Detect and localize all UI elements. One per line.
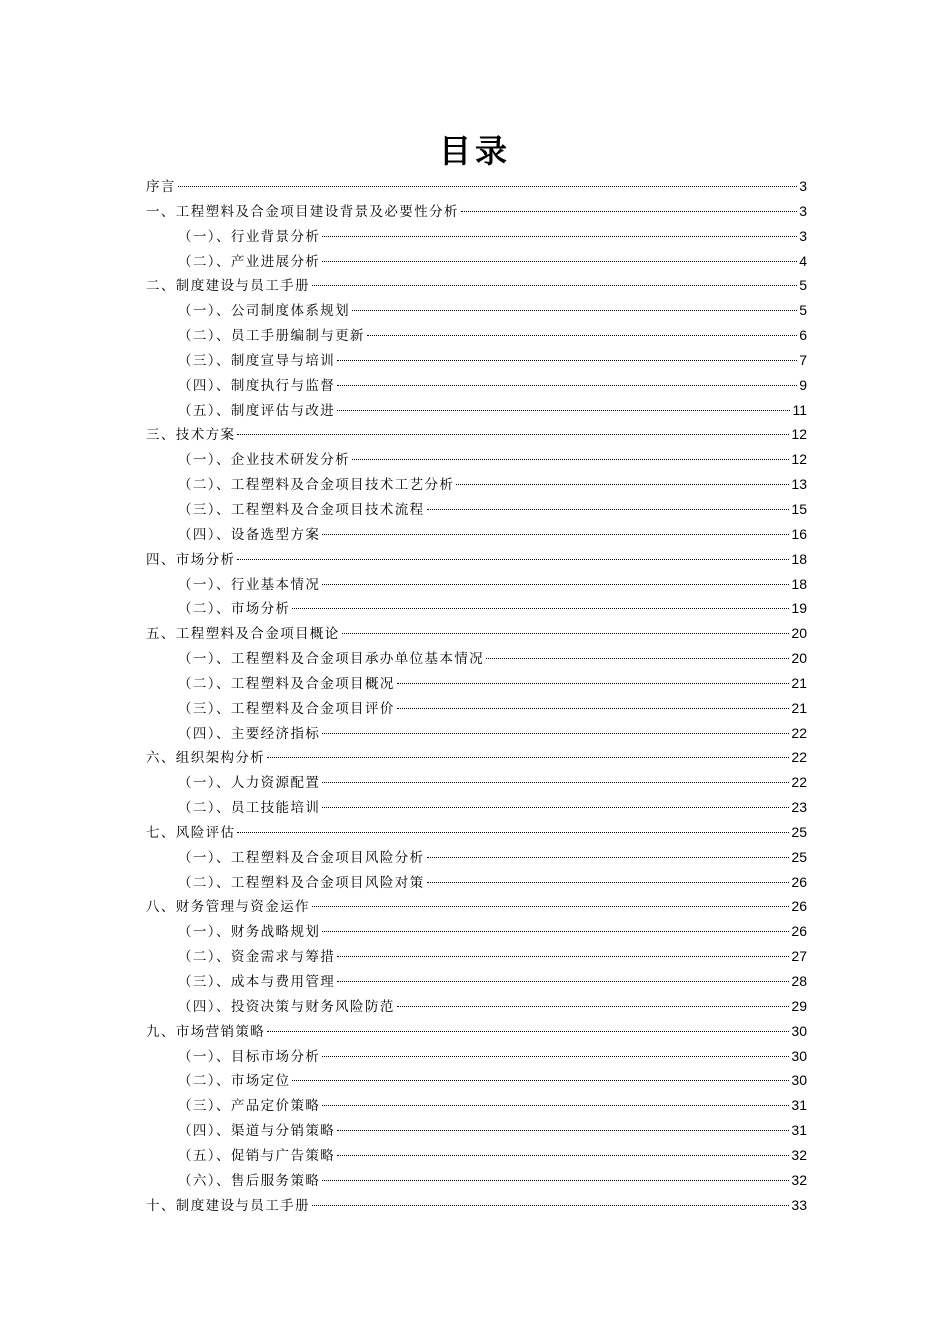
toc-page-number: 4 [799,252,807,269]
toc-page-number: 15 [791,500,807,517]
toc-page-number: 7 [799,351,807,368]
toc-entry-title: 序言 [146,179,176,195]
toc-section-link[interactable] [146,1019,807,1044]
toc-page-number: 26 [791,923,807,940]
toc-subsection-link[interactable] [146,224,807,249]
toc-subsection-link[interactable] [146,1093,807,1118]
toc-page-number: 20 [791,650,807,667]
toc-entry-title: 七、风险评估 [146,824,236,841]
toc-subsection-link[interactable] [146,671,807,696]
toc-entry-title: 十、制度建设与员工手册 [146,1197,310,1214]
toc-entry-title: 五、工程塑料及合金项目概论 [146,626,340,643]
toc-page-number: 25 [791,823,807,840]
toc-entry-title: （一）、公司制度体系规划 [178,303,351,320]
toc-entry-title: （四）、设备选型方案 [178,526,321,543]
toc-dot-leader [337,956,789,957]
toc-subsection-link[interactable] [146,298,807,323]
toc-page-number: 6 [799,327,807,344]
toc-entry-title: 二、制度建设与员工手册 [146,278,310,295]
toc-page-number: 16 [791,525,807,542]
toc-entry-title: （二）、产业进展分析 [178,253,321,270]
toc-dot-leader [342,633,790,634]
toc-dot-leader [427,509,790,510]
toc-dot-leader [322,1180,789,1181]
toc-entry-title: （四）、渠道与分销策略 [178,1123,336,1140]
toc-subsection-link[interactable] [146,1044,807,1069]
toc-dot-leader [267,1031,789,1032]
toc-subsection-link[interactable] [146,447,807,472]
toc-page-number: 31 [791,1097,807,1114]
toc-subsection-link[interactable] [146,348,807,373]
toc-dot-leader [292,1080,789,1081]
toc-page-number: 32 [791,1171,807,1188]
toc-page-number: 29 [791,997,807,1014]
toc-dot-leader [322,931,789,932]
toc-subsection-link[interactable] [146,944,807,969]
toc-section-link[interactable] [146,894,807,919]
toc-entry-title: （三）、制度宣导与培训 [178,352,336,369]
toc-page-number: 26 [791,873,807,890]
toc-dot-leader [337,981,789,982]
toc-entry-title: （二）、工程塑料及合金项目风险对策 [178,874,425,891]
toc-subsection-link[interactable] [146,994,807,1019]
toc-entry-title: （二）、工程塑料及合金项目技术工艺分析 [178,477,455,494]
toc-section-link[interactable] [146,422,807,447]
toc-page-number: 19 [791,600,807,617]
toc-page-number: 30 [791,1072,807,1089]
toc-subsection-link[interactable] [146,398,807,423]
toc-entry-title: （三）、产品定价策略 [178,1098,321,1115]
toc-page-number: 5 [799,302,807,319]
toc-dot-leader [292,608,789,609]
toc-dot-leader [322,1056,789,1057]
toc-subsection-link[interactable] [146,1143,807,1168]
toc-page-number: 18 [791,550,807,567]
toc-subsection-link[interactable] [146,472,807,497]
toc-page-number: 12 [791,426,807,443]
toc-entry-title: （四）、投资决策与财务风险防范 [178,998,395,1015]
toc-page-number: 3 [799,202,807,219]
toc-entry-title: （三）、成本与费用管理 [178,974,336,990]
toc-section-link[interactable] [146,745,807,770]
toc-entry-title: （一）、行业背景分析 [178,228,321,245]
toc-page-number: 33 [791,1196,807,1213]
toc-page-number: 18 [791,575,807,592]
toc-entry-title: （一）、行业基本情况 [178,576,321,593]
toc-page-number: 28 [791,973,807,989]
toc-dot-leader [367,335,797,336]
toc-entry-title: （一）、目标市场分析 [178,1048,321,1065]
toc-page-number: 25 [791,848,807,865]
toc-page-number: 3 [799,227,807,244]
toc-subsection-link[interactable] [146,1068,807,1093]
toc-entry-title: （一）、工程塑料及合金项目承办单位基本情况 [178,651,485,668]
toc-dot-leader [337,360,797,361]
toc-page-number: 21 [791,674,807,691]
toc-dot-leader [312,285,797,286]
toc-entry-title: 三、技术方案 [146,427,236,444]
toc-section-link[interactable] [146,547,807,572]
toc-page-number: 5 [799,277,807,294]
toc-page-number: 3 [799,178,807,194]
toc-page-number: 21 [791,699,807,716]
toc-page-number: 27 [791,948,807,965]
toc-dot-leader [237,434,789,435]
toc-entry-title: （三）、工程塑料及合金项目评价 [178,700,395,717]
toc-page-number: 31 [791,1122,807,1139]
toc-dot-leader [461,211,797,212]
toc-entry-title: （二）、市场分析 [178,601,291,618]
toc-entry-title: 一、工程塑料及合金项目建设背景及必要性分析 [146,203,459,220]
toc-section-link[interactable] [146,273,807,298]
toc-subsection-link[interactable] [146,522,807,547]
toc-dot-leader [322,1105,789,1106]
toc-dot-leader [427,857,790,858]
toc-entry-title: （一）、企业技术研发分析 [178,452,351,469]
toc-dot-leader [397,708,790,709]
toc-entry-title: （二）、市场定位 [178,1073,291,1090]
toc-dot-leader [322,782,789,783]
toc-page-number: 20 [791,625,807,642]
toc-entry-title: 四、市场分析 [146,551,236,568]
toc-dot-leader [322,261,797,262]
toc-subsection-link[interactable] [146,845,807,870]
toc-entry-title: （一）、人力资源配置 [178,775,321,792]
toc-subsection-link[interactable] [146,870,807,895]
toc-subsection-link[interactable] [146,249,807,274]
toc-page-number: 30 [791,1022,807,1039]
toc-dot-leader [312,906,790,907]
toc-entry-title: 八、财务管理与资金运作 [146,899,310,916]
toc-page-number: 22 [791,774,807,791]
toc-subsection-link[interactable] [146,572,807,597]
toc-subsection-link[interactable] [146,373,807,398]
toc-page-number: 32 [791,1146,807,1163]
toc-dot-leader [456,484,789,485]
toc-dot-leader [322,584,789,585]
toc-dot-leader [322,733,789,734]
toc-section-link[interactable] [146,199,807,224]
toc-subsection-link[interactable] [146,497,807,522]
toc-entry-title: （三）、工程塑料及合金项目技术流程 [178,501,425,518]
toc-subsection-link[interactable] [146,323,807,348]
toc-dot-leader [397,1006,790,1007]
toc-section-link[interactable] [146,1193,807,1218]
toc-dot-leader [337,1155,789,1156]
toc-entry-title: （四）、主要经济指标 [178,725,321,742]
toc-dot-leader [352,459,789,460]
toc-entry-title: （二）、员工技能培训 [178,800,321,817]
toc-dot-leader [322,534,789,535]
toc-entry-title: （五）、促销与广告策略 [178,1147,336,1164]
toc-section-link[interactable] [146,621,807,646]
toc-page-number: 30 [791,1047,807,1064]
toc-dot-leader [337,410,790,411]
toc-page-number: 13 [791,476,807,493]
toc-dot-leader [322,807,789,808]
toc-dot-leader [352,310,797,311]
toc-section-link[interactable] [146,174,807,199]
toc-page-number: 23 [791,799,807,816]
toc-page-number: 12 [791,451,807,468]
toc-entry-title: （二）、资金需求与筹措 [178,949,336,966]
toc-entry-title: （一）、财务战略规划 [178,924,321,941]
toc-dot-leader [322,236,797,237]
toc-subsection-link[interactable] [146,795,807,820]
toc-section-link[interactable] [146,820,807,845]
toc-dot-leader [337,385,797,386]
table-of-contents [146,174,807,1217]
toc-subsection-link[interactable] [146,1168,807,1193]
toc-entry-title: （二）、工程塑料及合金项目概况 [178,675,395,692]
toc-page-number: 22 [791,749,807,766]
toc-page-number: 11 [792,401,807,418]
toc-dot-leader [267,757,789,758]
toc-dot-leader [486,658,789,659]
toc-dot-leader [427,882,790,883]
toc-subsection-link[interactable] [146,721,807,746]
toc-entry-title: （五）、制度评估与改进 [178,402,336,419]
toc-entry-title: 六、组织架构分析 [146,750,266,767]
toc-entry-title: 九、市场营销策略 [146,1023,266,1040]
toc-dot-leader [178,186,797,187]
toc-subsection-link[interactable] [146,770,807,795]
toc-entry-title: （六）、售后服务策略 [178,1172,321,1189]
toc-dot-leader [237,559,789,560]
toc-subsection-link[interactable] [146,919,807,944]
toc-subsection-link[interactable] [146,696,807,721]
toc-page-number: 9 [799,376,807,393]
toc-dot-leader [312,1205,790,1206]
toc-entry-title: （二）、员工手册编制与更新 [178,328,365,345]
page-title: 目录 [438,132,511,170]
toc-dot-leader [337,1130,789,1131]
toc-page-number: 22 [791,724,807,741]
toc-subsection-link[interactable] [146,646,807,671]
toc-subsection-link[interactable] [146,969,807,994]
toc-subsection-link[interactable] [146,1118,807,1143]
toc-page-number: 26 [791,898,807,915]
toc-dot-leader [397,683,790,684]
toc-entry-title: （四）、制度执行与监督 [178,377,336,394]
toc-subsection-link[interactable] [146,596,807,621]
toc-dot-leader [237,832,789,833]
toc-entry-title: （一）、工程塑料及合金项目风险分析 [178,849,425,866]
